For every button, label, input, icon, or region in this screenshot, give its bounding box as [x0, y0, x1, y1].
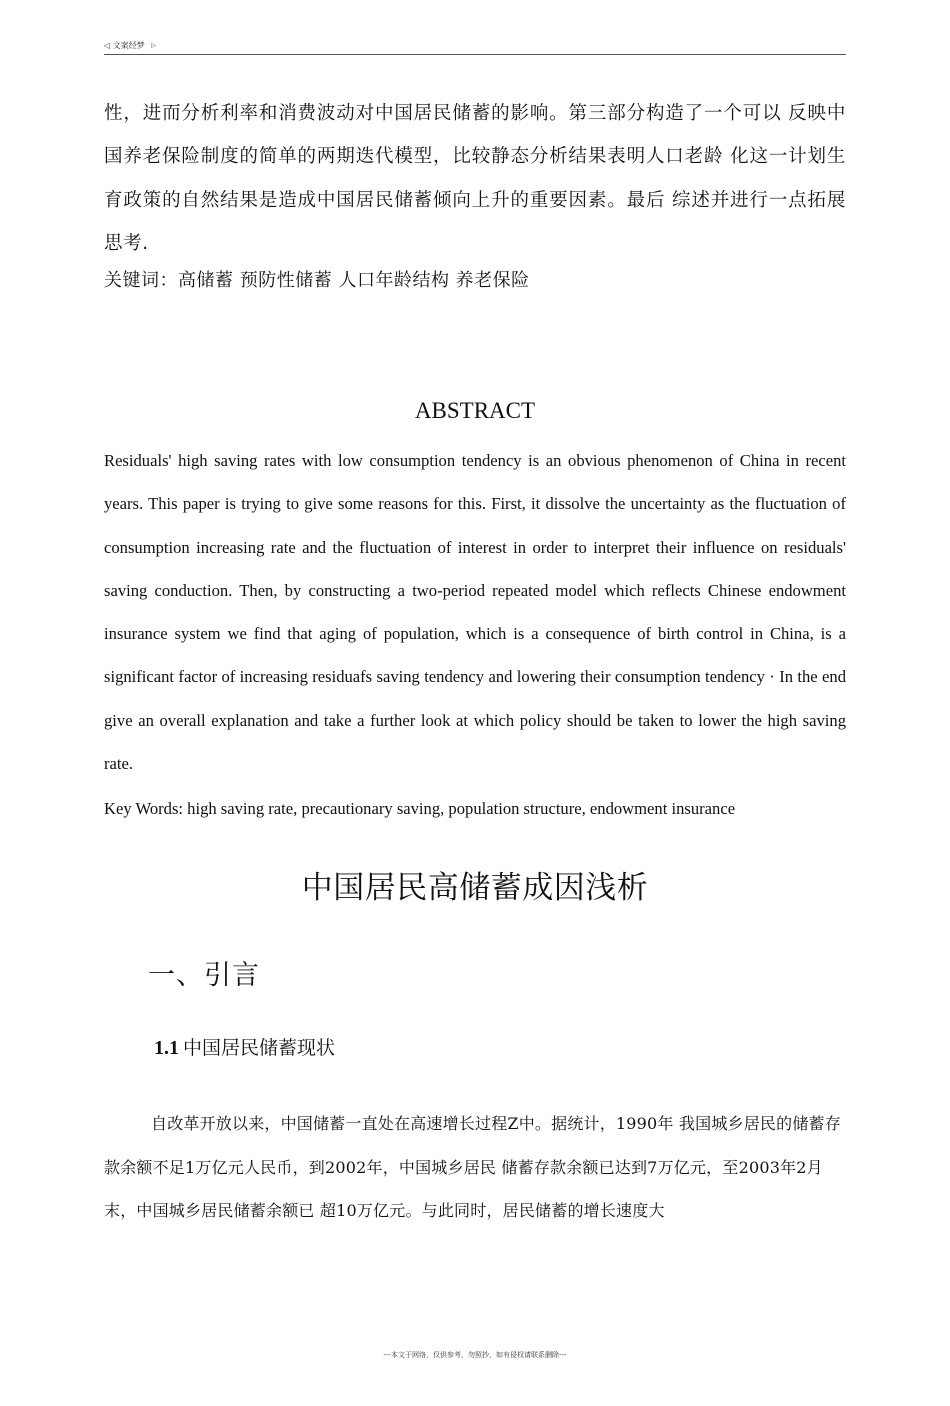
left-triangle-icon: ◁ [104, 41, 111, 50]
body-paragraph: 自改革开放以来，中国储蓄一直处在高速增长过程Z中。据统计，1990年 我国城乡居民的储蓄存款余额不足1万亿元人民币，到2002年，中国城乡居民 储蓄存款余额已达到7万亿元，至2003年2月末，中国城乡居民储蓄余额已 超10万亿元。与此同时，居民储蓄的增长速度大 [104, 1114, 841, 1220]
paper-title: 中国居民高储蓄成因浅析 [301, 870, 649, 906]
page-footer: ---本文于网络，仅供参考，勿照抄，如有侵权请联系删除--- [383, 1351, 567, 1359]
right-triangle-icon: ▷ [151, 42, 156, 49]
english-abstract-paragraph: Residuals' high saving rates with low consumption tendency is an obvious phenomenon of China in recent years. This paper is trying to give some reasons for this. First, it dissolve the uncertainty as the fluctuation of consumption increasing rate and the fluctuation of interest in order to interpret their influence on residuals' saving conduction. Then, by constructing a two-period repeated model which reflects Chinese endowment insurance system we find that aging of population, which is a consequence of birth control in China, is a significant factor of increasing residuafs saving tendency and lowering their consumption tendency · In the end give an overall explanation and take a further look at which policy should be taken to lower the high saving rate. [104, 451, 846, 774]
header-text: 文案经梦 [112, 41, 145, 50]
section-heading-introduction: 一、引言 [148, 960, 260, 991]
english-keywords: Key Words: high saving rate, precautionary saving, population structure, endowment insurance [104, 799, 736, 818]
subsection-title: 中国居民储蓄现状 [183, 1037, 336, 1059]
subsection-heading [154, 1033, 335, 1063]
chinese-keywords: 关键词：高储蓄 预防性储蓄 人口年龄结构 养老保险 [104, 270, 530, 291]
subsection-number: 1.1 [154, 1037, 179, 1059]
page-header [104, 40, 846, 55]
abstract-title: ABSTRACT [414, 398, 536, 423]
chinese-abstract-paragraph: 性，进而分析利率和消费波动对中国居民储蓄的影响。第三部分构造了一个可以 反映中国养老保险制度的简单的两期迭代模型，比较静态分析结果表明人口老龄 化这一计划生育政策的自然结果是造成中国居民储蓄倾向上升的重要因素。最后 综述并进行一点拓展思考. [104, 103, 846, 254]
